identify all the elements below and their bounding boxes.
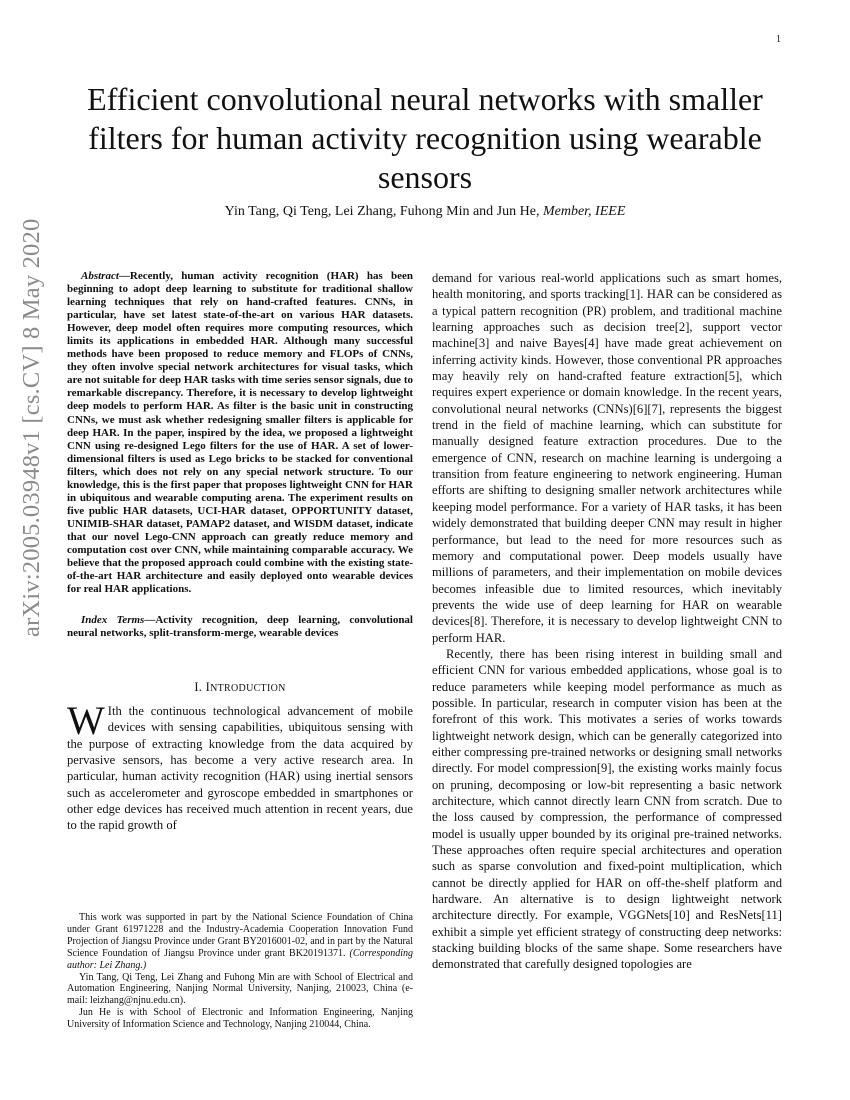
- left-column: [67, 270, 413, 834]
- right-paragraph-1: demand for various real-world applications such as smart homes, health monitoring, and sports tracking[1]. HAR can be considered as a typical pattern recognition (PR) problem, and traditional machine learning approaches such as decision tree[2], support vector machine[3] and naive Bayes[4] have made great achievement on inferring activity kinds. However, those conventional PR approaches may heavily rely on hand-crafted feature extraction[5], which requires expert experience or domain knowledge. In the recent years, convolutional neural networks (CNNs)[6][7], represents the biggest trend in the field of machine learning, which can substitute for manually designed feature extraction procedures. Due to the emergence of CNN, research on machine learning is undergoing a transition from feature engineering to network engineering. Human efforts are shifting to designing smaller network architectures while keeping model performance. For a variety of HAR tasks, it has been widely demonstrated that building deeper CNN may result in higher performance, but lead to the need for more resources such as memory and computational power. Deep models usually have millions of parameters, and their implementation on mobile devices becomes infeasible due to limited resources, which inevitably prevents the wide use of deep learning for HAR on wearable devices[8]. Therefore, it is necessary to develop lightweight CNN to perform HAR.: [432, 271, 782, 645]
- page-number: 1: [776, 34, 781, 45]
- intro-text: Ith the continuous technological advancement of mobile devices with sensing capabilities, ubiquitous sensing with the purpose of extracting knowledge from the data acquired by pervasive sensors, has become a very active research area. In particular, human activity recognition (HAR) using inertial sensors such as accelerometer and gyroscope embedded in smartphones or other edge devices has received much attention in recent years, due to the rapid growth of: [67, 704, 413, 833]
- right-column: [432, 270, 782, 973]
- author-names: Yin Tang, Qi Teng, Lei Zhang, Fuhong Min and Jun He,: [224, 204, 540, 219]
- abstract: [67, 270, 413, 596]
- abstract-text: —Recently, human activity recognition (HAR) has been beginning to adopt deep learning to substitute for traditional shallow learning techniques that rely on hand-crafted features. CNNs, in particular, have set latest state-of-the-art on various HAR datasets. However, deep model often requires more computing resources, which limits its applications in embedded HAR. Although many successful methods have been proposed to reduce memory and FLOPs of CNNs, they often involve special network architectures for visual tasks, which are not suitable for deep HAR tasks with time series sensor signals, due to remarkable discrepancy. Therefore, it is necessary to develop lightweight deep models to perform HAR. As filter is the basic unit in constructing CNNs, we must ask whether redesigning smaller filters is applicable for deep HAR. In the paper, inspired by the idea, we proposed a lightweight CNN using re-designed Lego filters for the use of HAR. A set of lower-dimensional filters is used as Lego bricks to be stacked for conventional filters, which does not rely on any special network structure. To our knowledge, this is the first paper that proposes lightweight CNN for HAR in ubiquitous and wearable computing arena. The experiment results on five public HAR datasets, UCI-HAR dataset, OPPORTUNITY dataset, UNIMIB-SHAR dataset, PAMAP2 dataset, and WISDM dataset, indicate that our novel Lego-CNN approach can greatly reduce memory and computation cost over CNN, while maintaining comparable accuracy. We believe that the proposed approach could combine with the existing state-of-the-art HAR architecture and easily deployed onto wearable devices for real HAR applications.: [67, 270, 413, 596]
- footnote-affiliation-1: Yin Tang, Qi Teng, Lei Zhang and Fuhong Min are with School of Electrical and Automation Engineering, Nanjing Normal University, Nanjing, 210023, China (e-mail: leizhang@njnu.edu.cn).: [67, 971, 413, 1007]
- arxiv-stamp-text: arXiv:2005.03948v1 [cs.CV] 8 May 2020: [18, 218, 45, 637]
- intro-paragraph: [67, 698, 413, 833]
- footnotes: [67, 912, 413, 1031]
- footnote-funding: [67, 912, 413, 972]
- section-number: I.: [194, 680, 203, 695]
- section-title-rest: NTRODUCTION: [210, 683, 286, 695]
- abstract-label: Abstract: [81, 270, 119, 282]
- right-paragraph-2: Recently, there has been rising interest in building small and efficient CNN for various embedded applications, whose goal is to reduce parameters while keeping model performance as much as possible. In particular, research in computer vision has been at the forefront of this work. This motivates a series of works towards lightweight network design, which can be generally categorized into either compressing pre-trained networks or designing small networks directly. For model compression[9], the existing works mainly focus on pruning, decomposing or low-bit representing a basic network architecture, which cannot directly learn CNN from scratch. Due to the loss caused by compression, the performance of compressed model is usually upper bounded by its original pre-trained networks. These approaches often require special architectures and operation such as sparse convolution and fixed-point multiplication, which cannot be directly applied for HAR on off-the-shelf platform and hardware. An alternative is to design lightweight network architecture directly. For example, VGGNets[10] and ResNets[11] exhibit a simple yet efficient strategy of constructing deep networks: stacking building blocks of the same shape. Some researchers have demonstrated that carefully designed topologies are: [432, 646, 782, 972]
- index-terms-text: —Activity recognition, deep learning, convolutional neural networks, split-transform-merge, wearable devices: [67, 614, 413, 640]
- section-initial: I: [205, 680, 211, 695]
- author-membership: Member, IEEE: [542, 204, 626, 219]
- paper-title: Efficient convolutional neural networks with smaller filters for human activity recognition using wearable sensors: [87, 81, 763, 195]
- index-terms-label: Index Terms: [81, 614, 145, 627]
- index-terms: [67, 614, 413, 640]
- author-list: [64, 204, 786, 220]
- drop-cap: W: [67, 698, 105, 744]
- arxiv-stamp: [14, 218, 58, 637]
- footnote-funding-text: This work was supported in part by the National Science Foundation of China under Grant 61971228 and the Industry-Academia Cooperation Innovation Fund Projection of Jiangsu Province under Grant BY2016001-02, and in part by the Natural Science Foundation of Jiangsu Province under grant BK20191371.: [67, 912, 413, 959]
- footnote-affiliation-2: Jun He is with School of Electronic and Information Engineering, Nanjing University of Information Science and Technology, Nanjing 210044, China.: [67, 1007, 413, 1031]
- footnote-corresponding: (Corresponding author: Lei Zhang.): [67, 947, 414, 971]
- section-heading-introduction: [67, 680, 413, 695]
